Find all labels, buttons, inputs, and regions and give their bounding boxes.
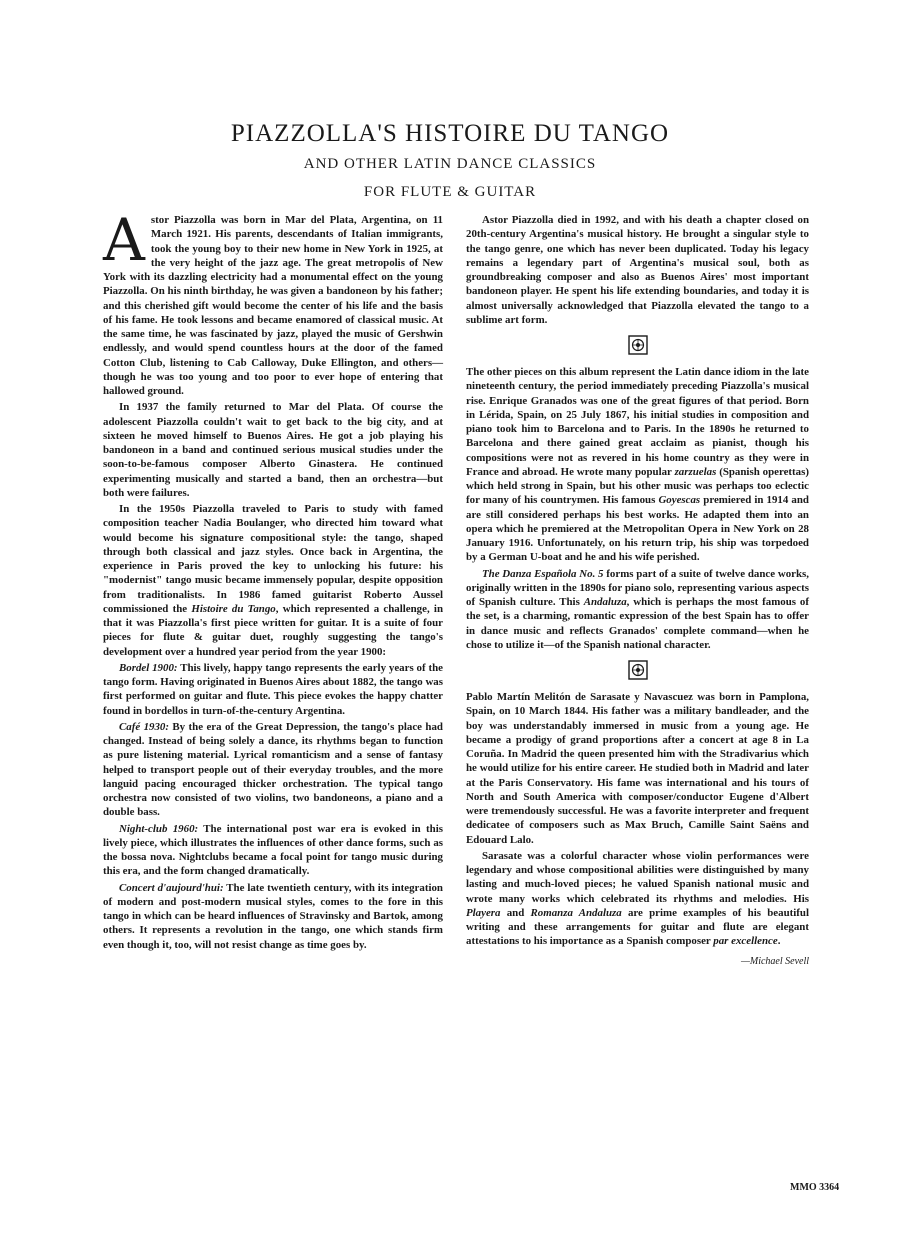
page-title: PIAZZOLLA'S HISTOIRE DU TANGO bbox=[230, 120, 670, 147]
goyescas-title: Goyescas bbox=[658, 494, 701, 507]
paragraph-3 bbox=[103, 502, 443, 659]
andaluza-title: Andaluza bbox=[583, 596, 627, 608]
square-rosette-ornament-icon bbox=[628, 660, 648, 680]
paragraph-1 bbox=[103, 206, 443, 398]
square-rosette-ornament-icon bbox=[628, 335, 648, 355]
drop-cap: A bbox=[103, 206, 145, 274]
paragraph-nightclub bbox=[103, 822, 443, 879]
paragraph-2: In 1937 the family returned to Mar del Plata. Of course the adolescent Piazzolla couldn't wait to get back to the big city, and at sixteen he moved himself to Buenos Aires. He got a job playing his bandoneon in a band and continued serious musical studies under the soon-to-be-famous composer Alberto Ginastera. He continued experimenting musically and started a band, then an orchestra—but both were failures. bbox=[103, 401, 443, 499]
nightclub-title: Night-club 1960: bbox=[119, 822, 199, 835]
author-signature: —Michael Sevell bbox=[740, 955, 809, 967]
granados-text-b: (Spanish operettas) which held strong in Spain, but his other music was perhaps too eclectic for many of his countrymen. His famous bbox=[466, 465, 809, 507]
granados-text-c: premiered in 1914 and are still considered perhaps his best works. He adapted them into an opera which he premiered at the Metropolitan Opera in New York on 28 January 1916. Unfortunately, on his return trip, his ship was torpedoed by a German U-boat and he and his wife perished. bbox=[466, 494, 809, 564]
right-paragraph-5 bbox=[466, 849, 809, 949]
nightclub-text: The international post war era is evoked in this lively piece, which illustrates the influences of other dance forms, such as the bossa nova. Nightclubs became a focal point for tango music during this era, and the form changed dramatically. bbox=[103, 822, 443, 878]
danza-title: The Danza Española No. 5 bbox=[482, 567, 604, 580]
page-subtitle-1: AND OTHER LATIN DANCE CLASSICS bbox=[303, 156, 597, 172]
granados-text-a: The other pieces on this album represent the Latin dance idiom in the late nineteenth century, the period immediately preceding Piazzolla's musical rise. Enrique Granados was one of the great figures of that period. Born in Lérida, Spain, on 25 July 1867, his initial studies in composition and piano took him to Barcelona and to Paris. In the 1890s he returned to Barcelona and there gained great acclaim as pianist, though his compositions were not as revered in his home country as they were in France and abroad. He wrote many popular bbox=[466, 366, 809, 478]
title-block bbox=[0, 118, 900, 206]
sarasate-text-d: . bbox=[777, 935, 781, 948]
cafe-text: By the era of the Great Depression, the tango's place had changed. Instead of being solely a dance, its rhythms began to function as pure listening material. Lyrical romanticism and a sense of fantasy helped to transport people out of their everyday troubles, and the more languid pacing encouraged thicker orchestration. The typical tango orchestra now consisted of two violins, two bandoneons, a piano and a double bass. bbox=[103, 720, 443, 819]
bordel-text: This lively, happy tango represents the early years of the tango form. Having originated in Buenos Aires about 1882, the tango was first performed on guitar and flute. This piece evokes the happy chatter found in bordellos in turn-of-the-century Argentina. bbox=[103, 661, 443, 717]
cafe-title: Café 1930: bbox=[119, 720, 169, 733]
danza-text-b: , which is perhaps the most famous of the set, is a charming, romantic expression of the best Spain has to offer in dance music and reflects Granados' complete command—when he chose to utilize it—of the Spanish national character. bbox=[466, 596, 809, 651]
playera-title: Playera bbox=[466, 906, 501, 919]
zarzuelas-term: zarzuelas bbox=[674, 465, 717, 478]
danza-text-a: forms part of a suite of twelve dance works, originally written in the 1890s for piano solo, representing various aspects of Spanish culture. This bbox=[466, 567, 809, 608]
left-column bbox=[103, 206, 443, 954]
concert-title: Concert d'aujourd'hui: bbox=[119, 881, 224, 894]
sarasate-text-b: and bbox=[500, 906, 531, 919]
sarasate-text-a: Sarasate was a colorful character whose violin performances were legendary and whose compositional abilities were distinguished by many lasting and much-loved pieces; he valued Spanish national music and wrote many works which celebrated its rhythms and melodies. His bbox=[466, 849, 809, 905]
paragraph-1-text: stor Piazzolla was born in Mar del Plata, Argentina, on 11 March 1921. His parents, descendants of Italian immigrants, took the young boy to their new home in New York in 1925, at the very height of the jazz age. The great metropolis of New York with its dazzling electricity had a monumental effect on the young Piazzolla. On his ninth birthday, he was given a bandoneon by his father; and this cherished gift would become the center of his life and the basis of his fame. He took lessons and became enamored of classical music. At the same time, he was fascinated by jazz, played the music of Gershwin endlessly, and would spend countless hours at the door of the famed Cotton Club, listening to Cab Calloway, Duke Ellington, and others—though he was too young and too poor to ever hope of entering that hallowed ground. bbox=[103, 214, 443, 397]
histoire-title: Histoire du Tango bbox=[191, 602, 276, 615]
right-paragraph-2 bbox=[466, 365, 809, 565]
catalog-number: MMO 3364 bbox=[790, 1182, 840, 1193]
sarasate-text-c: are prime examples of his beautiful writing and these arrangements for guitar and flute are elegant attestations to his importance as a Spanish composer bbox=[466, 906, 809, 948]
par-excellence: par excellence bbox=[713, 935, 778, 948]
paragraph-cafe bbox=[103, 720, 443, 820]
paragraph-bordel bbox=[103, 661, 443, 718]
romanza-title: Romanza Andaluza bbox=[530, 906, 622, 919]
paragraph-concert bbox=[103, 881, 443, 952]
paragraph-3-text-b: , which represented a challenge, in that it was Piazzolla's first piece written for guitar. It is a suite of four pieces for flute & guitar duet, roughly suggesting the tango's development over a hundred year period from the year 1900: bbox=[103, 602, 443, 658]
right-paragraph-4: Pablo Martín Melitón de Sarasate y Navascuez was born in Pamplona, Spain, on 10 March 1844. His father was a military bandleader, and the boy was understandably immersed in music from a young age. He became a prodigy of grand proportions after a concert at age 8 in La Coruña. In Madrid the queen presented him with the Stradivarius which he would utilize for his entire career. He studied both in Madrid and later at the Paris Conservatory. His fame was international and his tours of North and South America with composer/conductor Eugene d'Albert were tremendously successful. He was a favorite interpreter and frequent dedicatee of composers such as Max Bruch, Camille Saint Saëns and Edouard Lalo. bbox=[466, 691, 809, 846]
paragraph-3-text-a: In the 1950s Piazzolla traveled to Paris to study with famed composition teacher Nadia Boulanger, who directed him toward what would become his signature compositional style: the tango, shaped through both classical and jazz styles. Once back in Argentina, the experience in Paris proved the key to unlocking his future: his "modernist" tango music became immensely popular, despite opposition from traditionalists. In 1986 famed guitarist Roberto Aussel commissioned the bbox=[103, 503, 443, 615]
concert-text: The late twentieth century, with its integration of modern and post-modern musical styles, comes to the fore in this tango in which can be heard influences of Stravinsky and Bartok, among others. It represents a revolution in the tango, one which stands firm even though it, too, will not resist change as time goes by. bbox=[103, 881, 443, 951]
right-paragraph-1: Astor Piazzolla died in 1992, and with his death a chapter closed on 20th-century Argentina's musical history. He brought a singular style to the tango genre, one which has never been duplicated. Today his legacy remains a legendary part of Argentina's musical soul, both as groundbreaking composer and also as Buenos Aires' most important bandoneon player. He spent his life extending boundaries, and today it is almost universally acknowledged that Piazzolla elevated the tango to a sublime art form. bbox=[466, 214, 809, 326]
right-column bbox=[466, 213, 809, 969]
right-paragraph-3 bbox=[466, 567, 809, 653]
bordel-title: Bordel 1900: bbox=[119, 661, 178, 674]
page-subtitle-2: FOR FLUTE & GUITAR bbox=[363, 184, 537, 200]
